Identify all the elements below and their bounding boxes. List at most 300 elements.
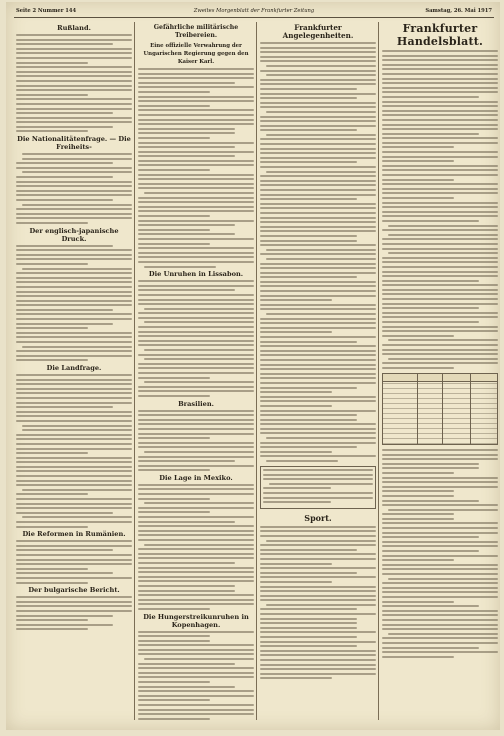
text-line: [260, 207, 376, 209]
text-line: [388, 578, 498, 580]
text-line: [16, 194, 132, 196]
text-line: [138, 238, 254, 240]
text-line: [16, 434, 132, 436]
text-line: [138, 169, 210, 171]
text-line: [260, 143, 376, 145]
text-line: [260, 290, 376, 292]
text-line: [16, 263, 88, 265]
text-line: [260, 608, 357, 610]
text-line: [16, 304, 132, 306]
text-line: [382, 101, 498, 103]
text-line: [138, 247, 254, 249]
text-line: [138, 201, 254, 203]
text-line: [138, 91, 210, 93]
text-line: [382, 165, 498, 167]
text-line: [16, 615, 113, 617]
text-line: [260, 530, 376, 532]
text-line: [382, 146, 454, 148]
text-line: [138, 197, 254, 199]
text-line: [382, 651, 498, 653]
text-line: [138, 511, 210, 513]
text-line: [138, 530, 254, 532]
text-line: [138, 354, 254, 356]
text-line: [260, 341, 357, 343]
text-line: [382, 472, 454, 474]
text-line: [263, 492, 373, 494]
text-line: [138, 82, 235, 84]
text-line: [138, 695, 254, 697]
text-line: [382, 174, 498, 176]
text-line: [138, 709, 254, 711]
text-line: [382, 284, 498, 286]
text-line: [138, 690, 254, 692]
text-line: [16, 313, 132, 315]
text-line: [16, 199, 113, 201]
column-rule: [256, 22, 257, 720]
text-line: [382, 188, 498, 190]
text-line: [382, 183, 498, 185]
text-line: [260, 558, 376, 560]
text-line: [138, 410, 254, 412]
text-line: [260, 217, 376, 219]
text-line: [16, 89, 132, 91]
text-line: [260, 157, 376, 159]
text-line: [138, 590, 235, 592]
text-line: [382, 550, 479, 552]
text-line: [260, 295, 376, 297]
text-line: [16, 383, 132, 385]
text-line: [138, 585, 235, 587]
text-line: [22, 268, 132, 270]
text-line: [260, 327, 376, 329]
text-line: [266, 111, 376, 113]
text-line: [16, 563, 132, 565]
text-line: [260, 47, 376, 49]
text-line: [260, 299, 332, 301]
table-divider: [470, 374, 471, 444]
text-line: [382, 202, 498, 204]
text-line: [260, 400, 376, 402]
text-line: [266, 249, 376, 251]
section-heading: Frankfurter Angelegenheiten.: [282, 23, 354, 40]
text-line: [382, 96, 479, 98]
text-line: [144, 308, 254, 310]
article-text: [382, 449, 498, 658]
text-line: [138, 123, 254, 125]
text-line: [260, 645, 357, 647]
text-line: [138, 640, 210, 642]
section-heading: Die Landfrage.: [46, 364, 102, 372]
text-line: [260, 599, 376, 601]
text-line: [260, 622, 357, 624]
text-line: [382, 266, 498, 268]
text-line: [260, 576, 376, 578]
text-line: [382, 261, 498, 263]
text-line: [144, 451, 254, 453]
text-line: [16, 208, 132, 210]
text-line: [263, 474, 373, 476]
text-line: [16, 341, 132, 343]
text-line: [260, 359, 376, 361]
text-line: [138, 713, 254, 715]
text-line: [382, 458, 498, 460]
text-line: [382, 220, 479, 222]
article-text: [138, 280, 254, 397]
text-line: [138, 681, 210, 683]
text-line: [260, 97, 357, 99]
text-line: [138, 676, 254, 678]
article-text: [16, 245, 132, 362]
article-text: [263, 469, 373, 503]
text-line: [16, 66, 132, 68]
text-line: [260, 419, 357, 421]
text-line: [266, 540, 376, 542]
text-line: [144, 349, 254, 351]
text-line: [22, 346, 132, 348]
text-line: [260, 120, 376, 122]
text-line: [260, 148, 376, 150]
text-line: [138, 635, 210, 637]
text-line: [260, 276, 357, 278]
article-text: [382, 50, 498, 369]
text-line: [382, 73, 498, 75]
text-line: [260, 563, 332, 565]
text-line: [382, 532, 498, 534]
text-line: [22, 153, 132, 155]
text-line: [138, 428, 254, 430]
text-line: [138, 220, 254, 222]
text-line: [138, 534, 254, 536]
text-line: [138, 718, 210, 720]
text-line: [16, 484, 132, 486]
text-line: [382, 559, 454, 561]
text-line: [266, 313, 376, 315]
text-line: [138, 331, 254, 333]
text-line: [16, 286, 132, 288]
text-line: [138, 377, 210, 379]
text-line: [16, 397, 132, 399]
text-line: [138, 553, 254, 555]
text-line: [138, 243, 210, 245]
text-line: [266, 604, 376, 606]
text-line: [266, 437, 376, 439]
text-line: [16, 577, 132, 579]
text-line: [16, 254, 132, 256]
text-line: [16, 117, 132, 119]
text-line: [16, 126, 113, 128]
text-line: [138, 289, 235, 291]
text-line: [382, 605, 479, 607]
text-line: [260, 567, 376, 569]
article-text: [138, 484, 254, 610]
text-line: [382, 303, 498, 305]
column-rule: [378, 22, 379, 720]
text-line: [138, 210, 254, 212]
text-line: [260, 373, 376, 375]
text-line: [382, 545, 498, 547]
text-line: [382, 647, 479, 649]
text-line: [382, 78, 498, 80]
text-line: [138, 303, 254, 305]
text-line: [382, 495, 454, 497]
article-text: [138, 631, 254, 720]
text-line: [138, 419, 254, 421]
text-line: [260, 102, 376, 104]
text-line: [382, 504, 498, 506]
text-line: [260, 442, 376, 444]
text-line: [16, 388, 132, 390]
text-line: [266, 74, 376, 76]
text-line: [382, 87, 498, 89]
text-line: [138, 164, 254, 166]
text-line: [382, 82, 498, 84]
table-divider: [442, 374, 443, 444]
text-line: [138, 280, 254, 282]
text-line: [263, 478, 373, 480]
text-line: [16, 503, 132, 505]
text-line: [138, 151, 254, 153]
text-line: [16, 85, 132, 87]
column-rule: [134, 22, 135, 720]
text-line: [16, 71, 132, 73]
text-line: [382, 275, 498, 277]
text-line: [269, 483, 373, 485]
text-line: [382, 124, 498, 126]
text-line: [382, 642, 498, 644]
text-line: [382, 293, 498, 295]
text-line: [16, 457, 132, 459]
text-line: [22, 425, 132, 427]
text-line: [382, 248, 498, 250]
text-line: [260, 198, 357, 200]
text-line: [260, 650, 376, 652]
text-line: [16, 336, 132, 338]
text-line: [260, 654, 376, 656]
text-line: [16, 291, 132, 293]
text-line: [382, 573, 498, 575]
text-line: [266, 460, 338, 462]
section-heading: Der bulgarische Bericht.: [28, 586, 120, 595]
text-line: [22, 489, 132, 491]
issue-date: Samstag, 26. Mai 1917: [425, 8, 492, 14]
text-line: [260, 304, 376, 306]
text-line: [260, 664, 376, 666]
text-line: [138, 644, 254, 646]
text-line: [138, 344, 254, 346]
masthead: Zweites Morgenblatt der Frankfurter Zeitung: [193, 8, 315, 14]
text-line: [260, 668, 376, 670]
text-line: [382, 257, 498, 259]
text-line: [382, 614, 498, 616]
text-line: [16, 130, 88, 132]
text-line: [16, 452, 88, 454]
text-line: [382, 610, 498, 612]
text-line: [138, 557, 254, 559]
text-line: [16, 549, 113, 551]
text-line: [260, 212, 376, 214]
text-line: [22, 429, 132, 431]
text-line: [382, 64, 498, 66]
text-line: [138, 456, 254, 458]
text-line: [263, 487, 331, 489]
text-line: [16, 272, 132, 274]
text-line: [138, 86, 254, 88]
text-line: [260, 88, 357, 90]
article-text: [16, 153, 132, 224]
text-line: [260, 405, 332, 407]
text-line: [144, 266, 216, 268]
text-line: [382, 110, 498, 112]
text-line: [138, 507, 254, 509]
text-line: [382, 596, 498, 598]
text-line: [138, 594, 254, 596]
text-line: [16, 295, 132, 297]
text-line: [16, 213, 132, 215]
text-line: [260, 285, 376, 287]
text-line: [16, 596, 132, 598]
text-line: [382, 238, 498, 240]
text-line: [260, 138, 376, 140]
text-line: [16, 323, 113, 325]
section-heading: Gefährliche militärische Treibereien.: [153, 24, 239, 39]
text-line: [16, 258, 132, 260]
text-line: [138, 548, 254, 550]
text-line: [260, 336, 376, 338]
text-line: [260, 56, 376, 58]
text-line: [138, 206, 254, 208]
text-line: [138, 567, 254, 569]
text-line: [16, 355, 132, 357]
text-line: [382, 477, 498, 479]
text-line: [16, 34, 132, 36]
page-header: [14, 5, 494, 18]
section-heading: Die Unruhen in Lissabon.: [148, 270, 244, 279]
text-line: [382, 179, 454, 181]
text-line: [138, 667, 254, 669]
text-line: [138, 114, 254, 116]
article-text: [260, 42, 376, 462]
text-line: [260, 281, 376, 283]
text-line: [382, 211, 498, 213]
text-line: [260, 595, 376, 597]
section-heading: Die Reformen in Rumänien.: [22, 530, 126, 539]
text-line: [16, 374, 132, 376]
text-line: [138, 498, 210, 500]
text-line: [138, 261, 254, 263]
text-line: [16, 572, 113, 574]
text-line: [138, 608, 210, 610]
text-line: [260, 70, 376, 72]
text-line: [16, 350, 132, 352]
section-subheading: Eine offizielle Verwahrung der Ungarischen Regierung gegen den Kaiser Karl.: [143, 43, 249, 65]
text-line: [22, 171, 132, 173]
text-line: [16, 470, 132, 472]
text-line: [260, 226, 376, 228]
text-line: [382, 105, 498, 107]
text-line: [138, 68, 254, 70]
text-line: [266, 258, 376, 260]
text-line: [382, 59, 498, 61]
text-line: [138, 294, 254, 296]
text-line: [16, 176, 113, 178]
notice-box: [260, 466, 376, 509]
text-line: [144, 658, 254, 660]
text-line: [260, 345, 376, 347]
text-line: [138, 73, 254, 75]
text-line: [382, 307, 479, 309]
text-line: [260, 590, 376, 592]
text-line: [260, 318, 376, 320]
text-line: [382, 344, 498, 346]
text-line: [138, 672, 254, 674]
text-line: [138, 493, 254, 495]
text-line: [382, 582, 498, 584]
text-line: [16, 43, 113, 45]
text-line: [16, 415, 132, 417]
text-line: [382, 500, 479, 502]
text-line: [260, 354, 376, 356]
text-line: [260, 382, 376, 384]
text-line: [260, 221, 376, 223]
text-line: [138, 77, 254, 79]
article-text: [16, 596, 132, 630]
text-line: [260, 387, 357, 389]
text-line: [260, 230, 376, 232]
text-line: [16, 540, 132, 542]
text-line: [138, 653, 254, 655]
text-line: [22, 158, 132, 160]
text-line: [138, 580, 254, 582]
text-line: [138, 155, 235, 157]
text-line: [388, 509, 498, 511]
stock-table: [382, 373, 498, 445]
text-line: [138, 252, 254, 254]
text-line: [138, 174, 254, 176]
text-line: [138, 285, 254, 287]
section-title: Frankfurter Handelsblatt.: [396, 22, 484, 48]
text-line: [138, 160, 254, 162]
text-line: [388, 633, 498, 635]
text-line: [16, 39, 132, 41]
text-line: [382, 349, 498, 351]
text-line: [138, 256, 254, 258]
text-line: [16, 222, 88, 224]
text-line: [16, 217, 132, 219]
text-line: [138, 469, 210, 471]
text-line: [260, 673, 376, 675]
text-line: [388, 358, 498, 360]
text-line: [382, 119, 498, 121]
text-line: [16, 185, 132, 187]
text-line: [382, 197, 454, 199]
text-line: [382, 316, 498, 318]
text-line: [138, 96, 254, 98]
text-line: [382, 206, 498, 208]
text-line: [260, 189, 376, 191]
text-line: [260, 641, 376, 643]
text-line: [138, 224, 235, 226]
text-line: [16, 98, 132, 100]
text-line: [260, 613, 376, 615]
text-line: [16, 568, 88, 570]
text-line: [260, 60, 376, 62]
text-line: [260, 549, 357, 551]
text-line: [382, 568, 498, 570]
text-line: [382, 541, 498, 543]
article-text: [260, 526, 376, 680]
text-line: [138, 183, 254, 185]
text-line: [138, 390, 254, 392]
